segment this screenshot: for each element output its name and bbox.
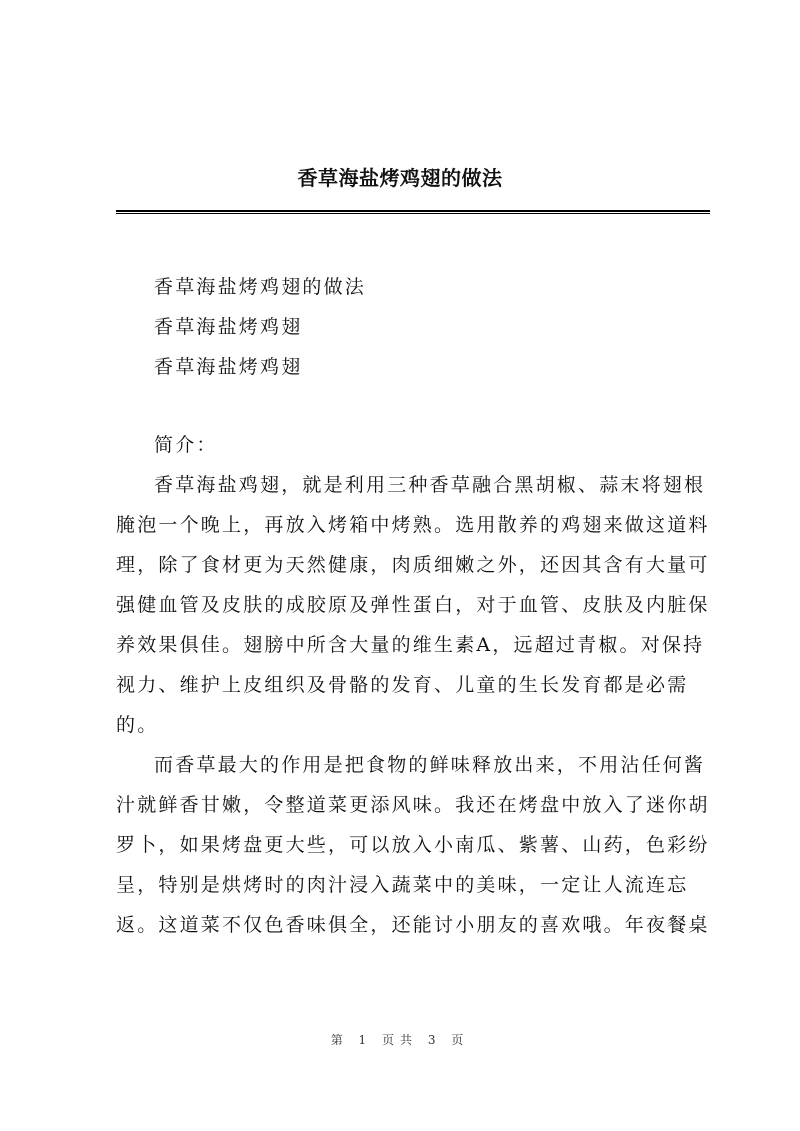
subtitle-line: 香草海盐烤鸡翅 — [154, 316, 303, 338]
page-title: 香草海盐烤鸡翅的做法 — [297, 166, 503, 190]
subtitle-line: 香草海盐烤鸡翅的做法 — [154, 276, 367, 298]
document-body — [116, 267, 714, 945]
intro-label: 简介： — [154, 434, 218, 456]
body-paragraph: 香草海盐鸡翅，就是利用三种香草融合黑胡椒、蒜末将翅根腌泡一个晚上，再放入烤箱中烤熟。选用散养的鸡翅来做这道料理，除了食材更为天然健康，肉质细嫩之外，还因其含有大量可强健血管及皮肤的成胶原及弹性蛋白，对于血管、皮肤及内脏保养效果俱佳。翅膀中所含大量的维生素A，远超过青椒。对保持视力、维护上皮组织及骨骼的发育、儿童的生长发育都是必需的。 — [116, 474, 710, 736]
body-paragraph: 而香草最大的作用是把食物的鲜味释放出来，不用沾任何酱汁就鲜香甘嫩，令整道菜更添风味。我还在烤盘中放入了迷你胡罗卜，如果烤盘更大些，可以放入小南瓜、紫薯、山药，色彩纷呈，特别是烘烤时的肉汁浸入蔬菜中的美味，一定让人流连忘返。这道菜不仅色香味俱全，还能讨小朋友的喜欢哦。年夜餐桌 — [116, 754, 710, 936]
page-number-footer: 第 1 页共 3 页 — [330, 1033, 470, 1047]
title-divider — [116, 210, 710, 214]
subtitle-line: 香草海盐烤鸡翅 — [154, 356, 303, 378]
spacer — [116, 387, 714, 425]
